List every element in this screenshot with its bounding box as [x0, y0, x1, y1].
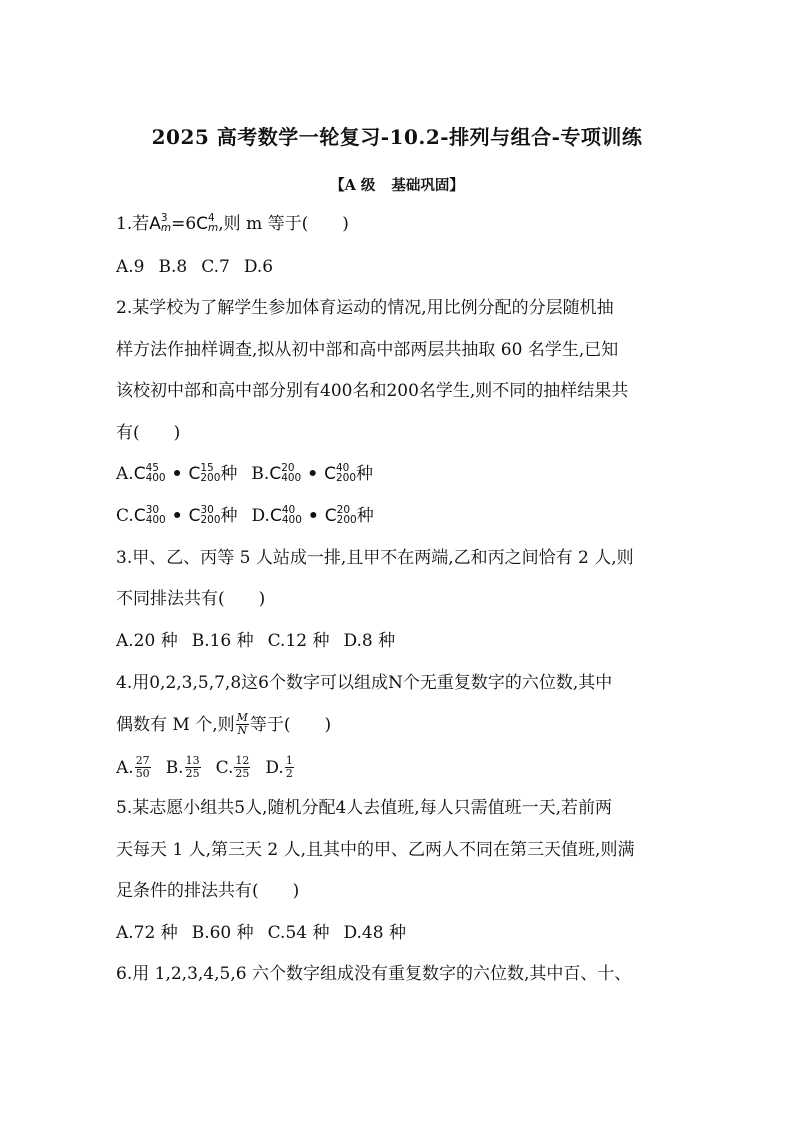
option-c: C.12 种 — [267, 631, 330, 651]
question-1-stem — [116, 213, 349, 235]
combination-letter: C — [269, 464, 282, 484]
question-1-suffix: ,则 m 等于( ) — [218, 214, 349, 234]
option-unit: 种 — [356, 464, 374, 484]
question-1-prefix: 1.若 — [116, 214, 150, 234]
option-b: B.60 种 — [191, 923, 254, 943]
permutation-subscript: m — [160, 222, 172, 234]
section-heading-name: 基础巩固】 — [391, 177, 464, 194]
option-label: D. — [251, 506, 270, 526]
question-2-line-4: 有( ) — [116, 423, 181, 443]
combination-superscript: 20 — [336, 504, 351, 516]
option-unit: 种 — [220, 464, 238, 484]
fraction-numerator: 13 — [185, 754, 200, 767]
combination-subscript: 400 — [145, 472, 166, 484]
combination-symbol — [189, 505, 221, 527]
option-fraction — [185, 755, 201, 780]
question-5-line-3: 足条件的排法共有( ) — [116, 881, 300, 901]
combination-superscript: 45 — [145, 462, 159, 474]
question-5-line-1: 5.某志愿小组共5人,随机分配4人去值班,每人只需值班一天,若前两 — [116, 798, 613, 818]
option-label: A. — [116, 758, 134, 778]
combination-superscript: 4 — [208, 212, 215, 224]
permutation-superscript: 3 — [160, 212, 168, 224]
question-1-options — [116, 256, 273, 278]
option-b: B.16 种 — [191, 631, 254, 651]
question-2-options-row-1 — [116, 463, 373, 485]
fraction-denominator: N — [237, 724, 248, 737]
combination-subscript: 400 — [281, 514, 302, 526]
question-1-equals: =6 — [171, 214, 197, 234]
option-label: C. — [215, 758, 234, 778]
combination-symbol — [134, 463, 166, 485]
question-2-line-1: 2.某学校为了解学生参加体育运动的情况,用比例分配的分层随机抽 — [116, 298, 614, 318]
option-fraction — [285, 755, 294, 780]
combination-superscript: 15 — [200, 462, 214, 474]
option-c — [216, 756, 252, 781]
combination-symbol — [270, 505, 302, 527]
combination-subscript: 400 — [145, 514, 166, 526]
combination-symbol — [325, 505, 357, 527]
question-3-line-2: 不同排法共有( ) — [116, 589, 266, 609]
combination-subscript: 200 — [336, 514, 357, 526]
question-4-line-2-suffix: 等于( ) — [249, 715, 332, 735]
combination-symbol — [269, 463, 301, 485]
combination-superscript: 40 — [335, 462, 350, 474]
option-d: D.48 种 — [343, 923, 406, 943]
option-a: A.20 种 — [116, 631, 178, 651]
option-fraction — [135, 755, 151, 780]
option-c: C.54 种 — [267, 923, 330, 943]
combination-letter: C — [324, 506, 337, 526]
fraction-denominator: 25 — [235, 767, 250, 780]
option-b — [251, 463, 373, 485]
option-a — [116, 463, 237, 485]
document-title: 2025 高考数学一轮复习-10.2-排列与组合-专项训练 — [151, 125, 643, 149]
permutation-symbol — [149, 213, 171, 235]
option-unit: 种 — [220, 506, 238, 526]
option-label: C. — [116, 506, 134, 526]
fraction-denominator: 50 — [135, 767, 150, 780]
permutation-letter: A — [149, 214, 161, 234]
question-5-options — [116, 922, 406, 944]
multiply-dot: • — [307, 506, 319, 526]
combination-subscript: 200 — [200, 514, 221, 526]
question-6-line-1: 6.用 1,2,3,4,5,6 六个数字组成没有重复数字的六位数,其中百、十、 — [116, 964, 632, 984]
question-4-line-1: 4.用0,2,3,5,7,8这6个数字可以组成N个无重复数字的六位数,其中 — [116, 673, 613, 693]
option-d — [252, 505, 374, 527]
combination-letter: C — [324, 464, 336, 484]
combination-letter: C — [133, 464, 146, 484]
option-d: D.8 种 — [343, 631, 396, 651]
section-heading — [0, 174, 794, 195]
combination-superscript: 30 — [200, 504, 214, 516]
question-4-options — [116, 756, 295, 781]
option-d: D.6 — [243, 257, 274, 277]
multiply-dot: • — [171, 506, 183, 526]
question-2-line-2: 样方法作抽样调查,拟从初中部和高中部两层共抽取 60 名学生,已知 — [116, 340, 619, 360]
combination-letter: C — [269, 506, 282, 526]
combination-symbol — [196, 213, 218, 235]
combination-subscript: 400 — [281, 472, 302, 484]
question-4-line-2-prefix: 偶数有 M 个,则 — [116, 715, 235, 735]
option-a: A.9 — [116, 257, 145, 277]
combination-subscript: m — [208, 222, 219, 234]
combination-subscript: 200 — [335, 472, 357, 484]
section-heading-level: 【A 级 — [330, 177, 376, 194]
combination-symbol — [134, 505, 166, 527]
option-label: A. — [116, 464, 134, 484]
fraction-denominator: 2 — [285, 767, 293, 780]
question-4-line-2 — [116, 713, 331, 738]
combination-superscript: 40 — [281, 504, 296, 516]
option-fraction — [234, 755, 250, 780]
option-b — [166, 756, 202, 781]
combination-superscript: 30 — [145, 504, 160, 516]
option-label: D. — [265, 758, 284, 778]
option-b: B.8 — [158, 257, 188, 277]
combination-subscript: 200 — [200, 472, 221, 484]
fraction-numerator: 27 — [135, 754, 150, 767]
option-c: C.7 — [201, 257, 230, 277]
combination-symbol — [188, 463, 220, 485]
option-d — [265, 756, 294, 781]
fraction-numerator: M — [236, 711, 248, 724]
question-3-options — [116, 630, 395, 652]
option-label: B. — [251, 464, 270, 484]
question-2-options-row-2 — [116, 505, 374, 527]
option-c — [116, 505, 238, 527]
option-a — [116, 756, 152, 781]
multiply-dot: • — [307, 464, 319, 484]
fraction-numerator: 1 — [285, 754, 293, 767]
combination-letter: C — [133, 506, 146, 526]
multiply-dot: • — [171, 464, 183, 484]
question-3-line-1: 3.甲、乙、丙等 5 人站成一排,且甲不在两端,乙和丙之间恰有 2 人,则 — [116, 548, 634, 568]
combination-letter: C — [188, 506, 201, 526]
combination-letter: C — [188, 464, 201, 484]
question-2-line-3: 该校初中部和高中部分别有400名和200名学生,则不同的抽样结果共 — [116, 381, 629, 401]
combination-letter: C — [196, 214, 209, 234]
combination-symbol — [324, 463, 356, 485]
fraction-denominator: 25 — [185, 767, 200, 780]
fraction-numerator: 12 — [235, 754, 250, 767]
option-label: B. — [165, 758, 184, 778]
combination-superscript: 20 — [281, 462, 295, 474]
question-5-line-2: 天每天 1 人,第三天 2 人,且其中的甲、乙两人不同在第三天值班,则满 — [116, 840, 635, 860]
option-a: A.72 种 — [116, 923, 178, 943]
option-unit: 种 — [356, 506, 374, 526]
fraction-m-over-n — [236, 712, 249, 737]
